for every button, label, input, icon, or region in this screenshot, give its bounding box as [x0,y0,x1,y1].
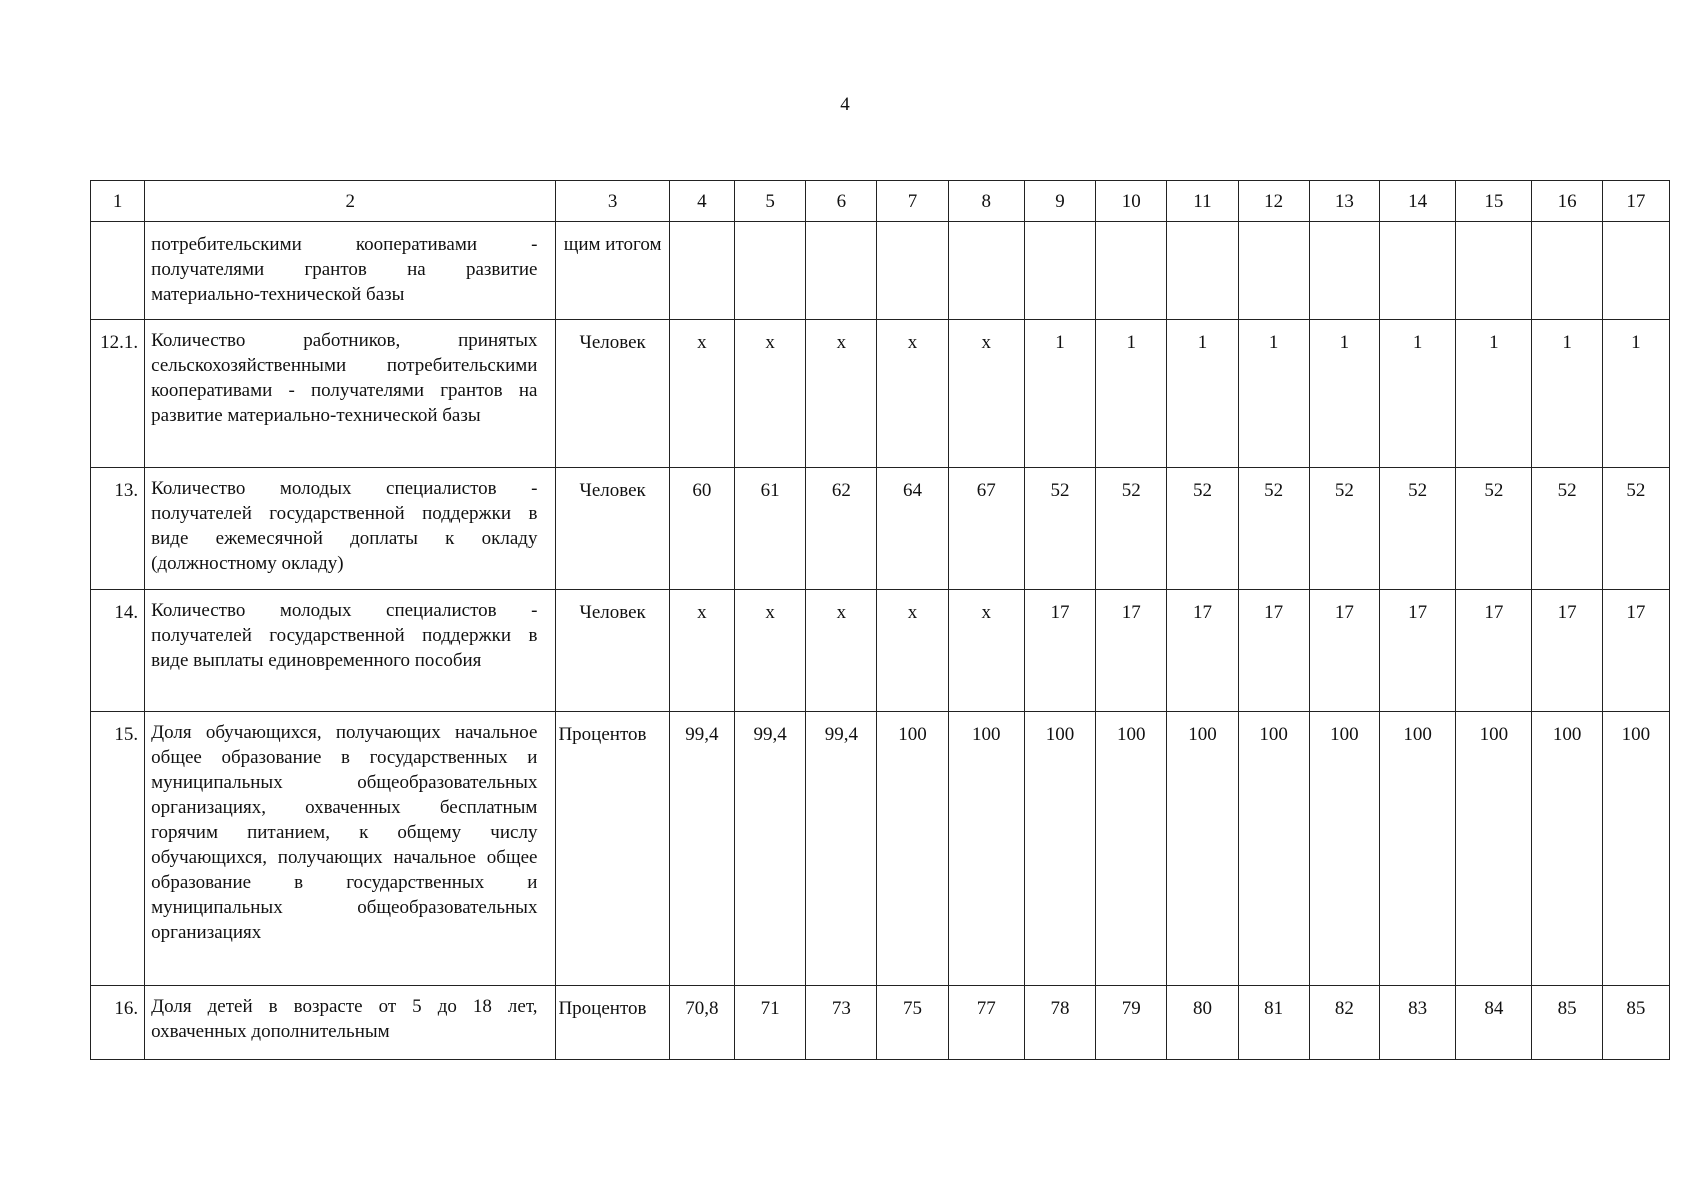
value-cell [948,222,1024,320]
value-cell: 79 [1096,986,1167,1060]
value-cell: х [669,590,734,712]
value-cell [806,222,877,320]
page-number: 4 [840,94,850,115]
value-cell: 100 [1096,712,1167,986]
value-cell: 99,4 [669,712,734,986]
value-cell: 1 [1096,320,1167,468]
indicator-description: Доля обучающихся, получающих начальное общее образование в государственных и муниципальных общеобразовательных организациях, охваченных бесплатным горячим питанием, к общему числу обучающихся, получающих начальное общее образование в государственных и муниципальных общеобразовательных организациях [145,712,556,986]
value-cell: 52 [1096,468,1167,590]
value-cell: 70,8 [669,986,734,1060]
value-cell: х [948,320,1024,468]
value-cell: 62 [806,468,877,590]
value-cell: 17 [1309,590,1379,712]
value-cell: 84 [1456,986,1532,1060]
column-number: 10 [1096,181,1167,222]
indicator-description: Доля детей в возрасте от 5 до 18 лет, охваченных дополнительным [145,986,556,1060]
column-number: 9 [1024,181,1095,222]
value-cell: 100 [877,712,948,986]
column-number: 14 [1379,181,1455,222]
column-number: 8 [948,181,1024,222]
value-cell: 100 [1379,712,1455,986]
value-cell: 85 [1532,986,1602,1060]
table-row [91,468,1670,590]
value-cell: 99,4 [806,712,877,986]
value-cell: х [735,590,806,712]
value-cell: 17 [1379,590,1455,712]
value-cell: х [877,590,948,712]
value-cell: 1 [1379,320,1455,468]
value-cell: х [806,590,877,712]
row-number: 13. [91,468,145,590]
column-number: 16 [1532,181,1602,222]
unit-of-measure: Процентов [556,712,669,986]
value-cell [735,222,806,320]
table-row [91,320,1670,468]
value-cell: х [806,320,877,468]
value-cell: 1 [1456,320,1532,468]
column-number: 1 [91,181,145,222]
value-cell: х [948,590,1024,712]
unit-of-measure: Человек [556,320,669,468]
value-cell: 82 [1309,986,1379,1060]
value-cell [1096,222,1167,320]
column-number: 7 [877,181,948,222]
column-number: 6 [806,181,877,222]
value-cell: 60 [669,468,734,590]
value-cell [1238,222,1309,320]
value-cell: 99,4 [735,712,806,986]
row-number: 16. [91,986,145,1060]
value-cell [1309,222,1379,320]
value-cell: 100 [1456,712,1532,986]
row-number: 15. [91,712,145,986]
indicators-table [90,180,1670,1060]
value-cell: 100 [1167,712,1238,986]
value-cell [1167,222,1238,320]
value-cell: 100 [1602,712,1669,986]
indicator-description: Количество работников, принятых сельскохозяйственными потребительскими кооперативами - получателями грантов на развитие материально-технической базы [145,320,556,468]
value-cell: 77 [948,986,1024,1060]
column-number: 2 [145,181,556,222]
value-cell [1456,222,1532,320]
table-row [91,986,1670,1060]
value-cell: 61 [735,468,806,590]
value-cell: х [669,320,734,468]
value-cell: 1 [1238,320,1309,468]
value-cell: 80 [1167,986,1238,1060]
value-cell: 100 [948,712,1024,986]
column-number: 15 [1456,181,1532,222]
indicator-description: Количество молодых специалистов - получателей государственной поддержки в виде ежемесячной доплаты к окладу (должностному окладу) [145,468,556,590]
value-cell: 17 [1096,590,1167,712]
value-cell: 100 [1532,712,1602,986]
unit-of-measure: Человек [556,468,669,590]
value-cell: 1 [1167,320,1238,468]
column-number: 5 [735,181,806,222]
row-number: 12.1. [91,320,145,468]
value-cell: 17 [1167,590,1238,712]
value-cell: 81 [1238,986,1309,1060]
column-number: 17 [1602,181,1669,222]
value-cell: 52 [1532,468,1602,590]
value-cell: 1 [1602,320,1669,468]
value-cell: 17 [1532,590,1602,712]
value-cell: 64 [877,468,948,590]
value-cell [1602,222,1669,320]
value-cell: 52 [1238,468,1309,590]
column-number: 11 [1167,181,1238,222]
value-cell: 52 [1456,468,1532,590]
unit-of-measure: Человек [556,590,669,712]
value-cell [1024,222,1095,320]
value-cell: 75 [877,986,948,1060]
table-row [91,712,1670,986]
value-cell: 52 [1309,468,1379,590]
value-cell: 71 [735,986,806,1060]
value-cell: 17 [1602,590,1669,712]
value-cell: 78 [1024,986,1095,1060]
value-cell: 73 [806,986,877,1060]
column-number: 12 [1238,181,1309,222]
value-cell [1532,222,1602,320]
value-cell: 17 [1024,590,1095,712]
value-cell [1379,222,1455,320]
column-number: 13 [1309,181,1379,222]
value-cell: 85 [1602,986,1669,1060]
value-cell: 67 [948,468,1024,590]
value-cell: 83 [1379,986,1455,1060]
column-number: 4 [669,181,734,222]
value-cell [669,222,734,320]
value-cell: 52 [1167,468,1238,590]
table-row [91,222,1670,320]
value-cell [877,222,948,320]
column-number: 3 [556,181,669,222]
value-cell: 52 [1602,468,1669,590]
column-number-row [91,181,1670,222]
row-number [91,222,145,320]
value-cell: 100 [1024,712,1095,986]
value-cell: 52 [1024,468,1095,590]
value-cell: 17 [1238,590,1309,712]
value-cell: 100 [1309,712,1379,986]
value-cell: 1 [1024,320,1095,468]
value-cell: 1 [1309,320,1379,468]
table-row [91,590,1670,712]
indicator-description: Количество молодых специалистов - получателей государственной поддержки в виде выплаты единовременного пособия [145,590,556,712]
value-cell: 1 [1532,320,1602,468]
row-number: 14. [91,590,145,712]
value-cell: х [735,320,806,468]
value-cell: 100 [1238,712,1309,986]
unit-of-measure: Процентов [556,986,669,1060]
value-cell: х [877,320,948,468]
value-cell: 17 [1456,590,1532,712]
indicator-description: потребительскими кооперативами - получателями грантов на развитие материально-технической базы [145,222,556,320]
value-cell: 52 [1379,468,1455,590]
unit-of-measure: щим итогом [556,222,669,320]
